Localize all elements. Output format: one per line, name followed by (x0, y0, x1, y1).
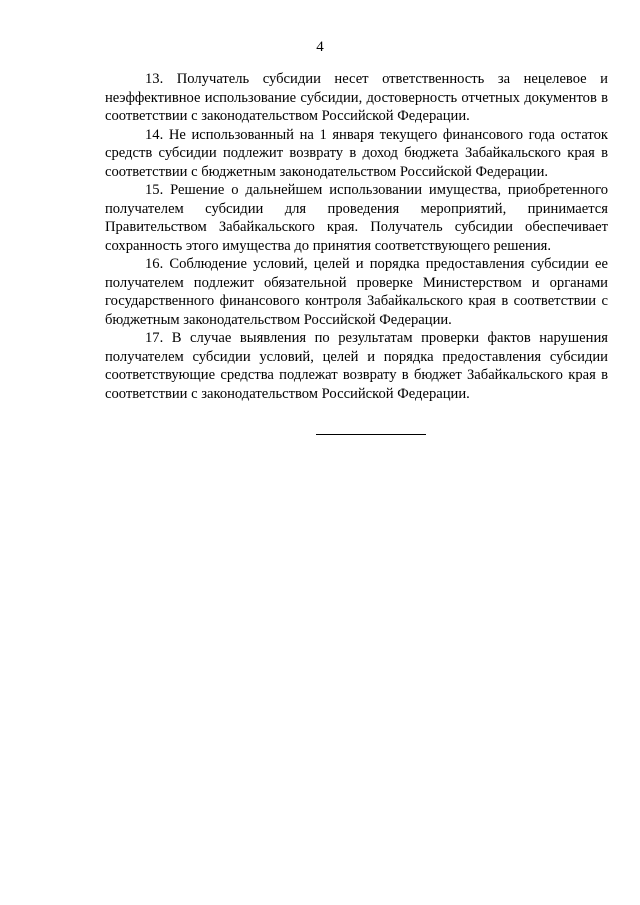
paragraph-16: 16. Соблюдение условий, целей и порядка предоставления субсидии ее получателем подлежит обязательной проверке Министерством и органами государственного финансового контроля Забайкальского края в соответствии с бюджетным законодательством Российской Федерации. (105, 256, 608, 328)
end-separator-line (316, 434, 426, 435)
document-body (105, 70, 608, 403)
paragraph-15: 15. Решение о дальнейшем использовании имущества, приобретенного получателем субсидии для проведения мероприятий, принимается Правительством Забайкальского края. Получатель субсидии обеспечивает сохранность этого имущества до принятия соответствующего решения. (105, 182, 608, 254)
paragraph-14: 14. Не использованный на 1 января текущего финансового года остаток средств субсидии подлежит возврату в доход бюджета Забайкальского края в соответствии с бюджетным законодательством Российской Федерации. (105, 126, 608, 180)
paragraph-13: 13. Получатель субсидии несет ответственность за нецелевое и неэффективное использование субсидии, достоверность отчетных документов в соответствии с законодательством Российской Федерации. (105, 71, 608, 124)
paragraph-17: 17. В случае выявления по результатам проверки фактов нарушения получателем субсидии условий, целей и порядка предоставления субсидии соответствующие средства подлежат возврату в бюджет Забайкальского края в соответствии с законодательством Российской Федерации. (105, 330, 608, 402)
page-number: 4 (316, 39, 324, 55)
